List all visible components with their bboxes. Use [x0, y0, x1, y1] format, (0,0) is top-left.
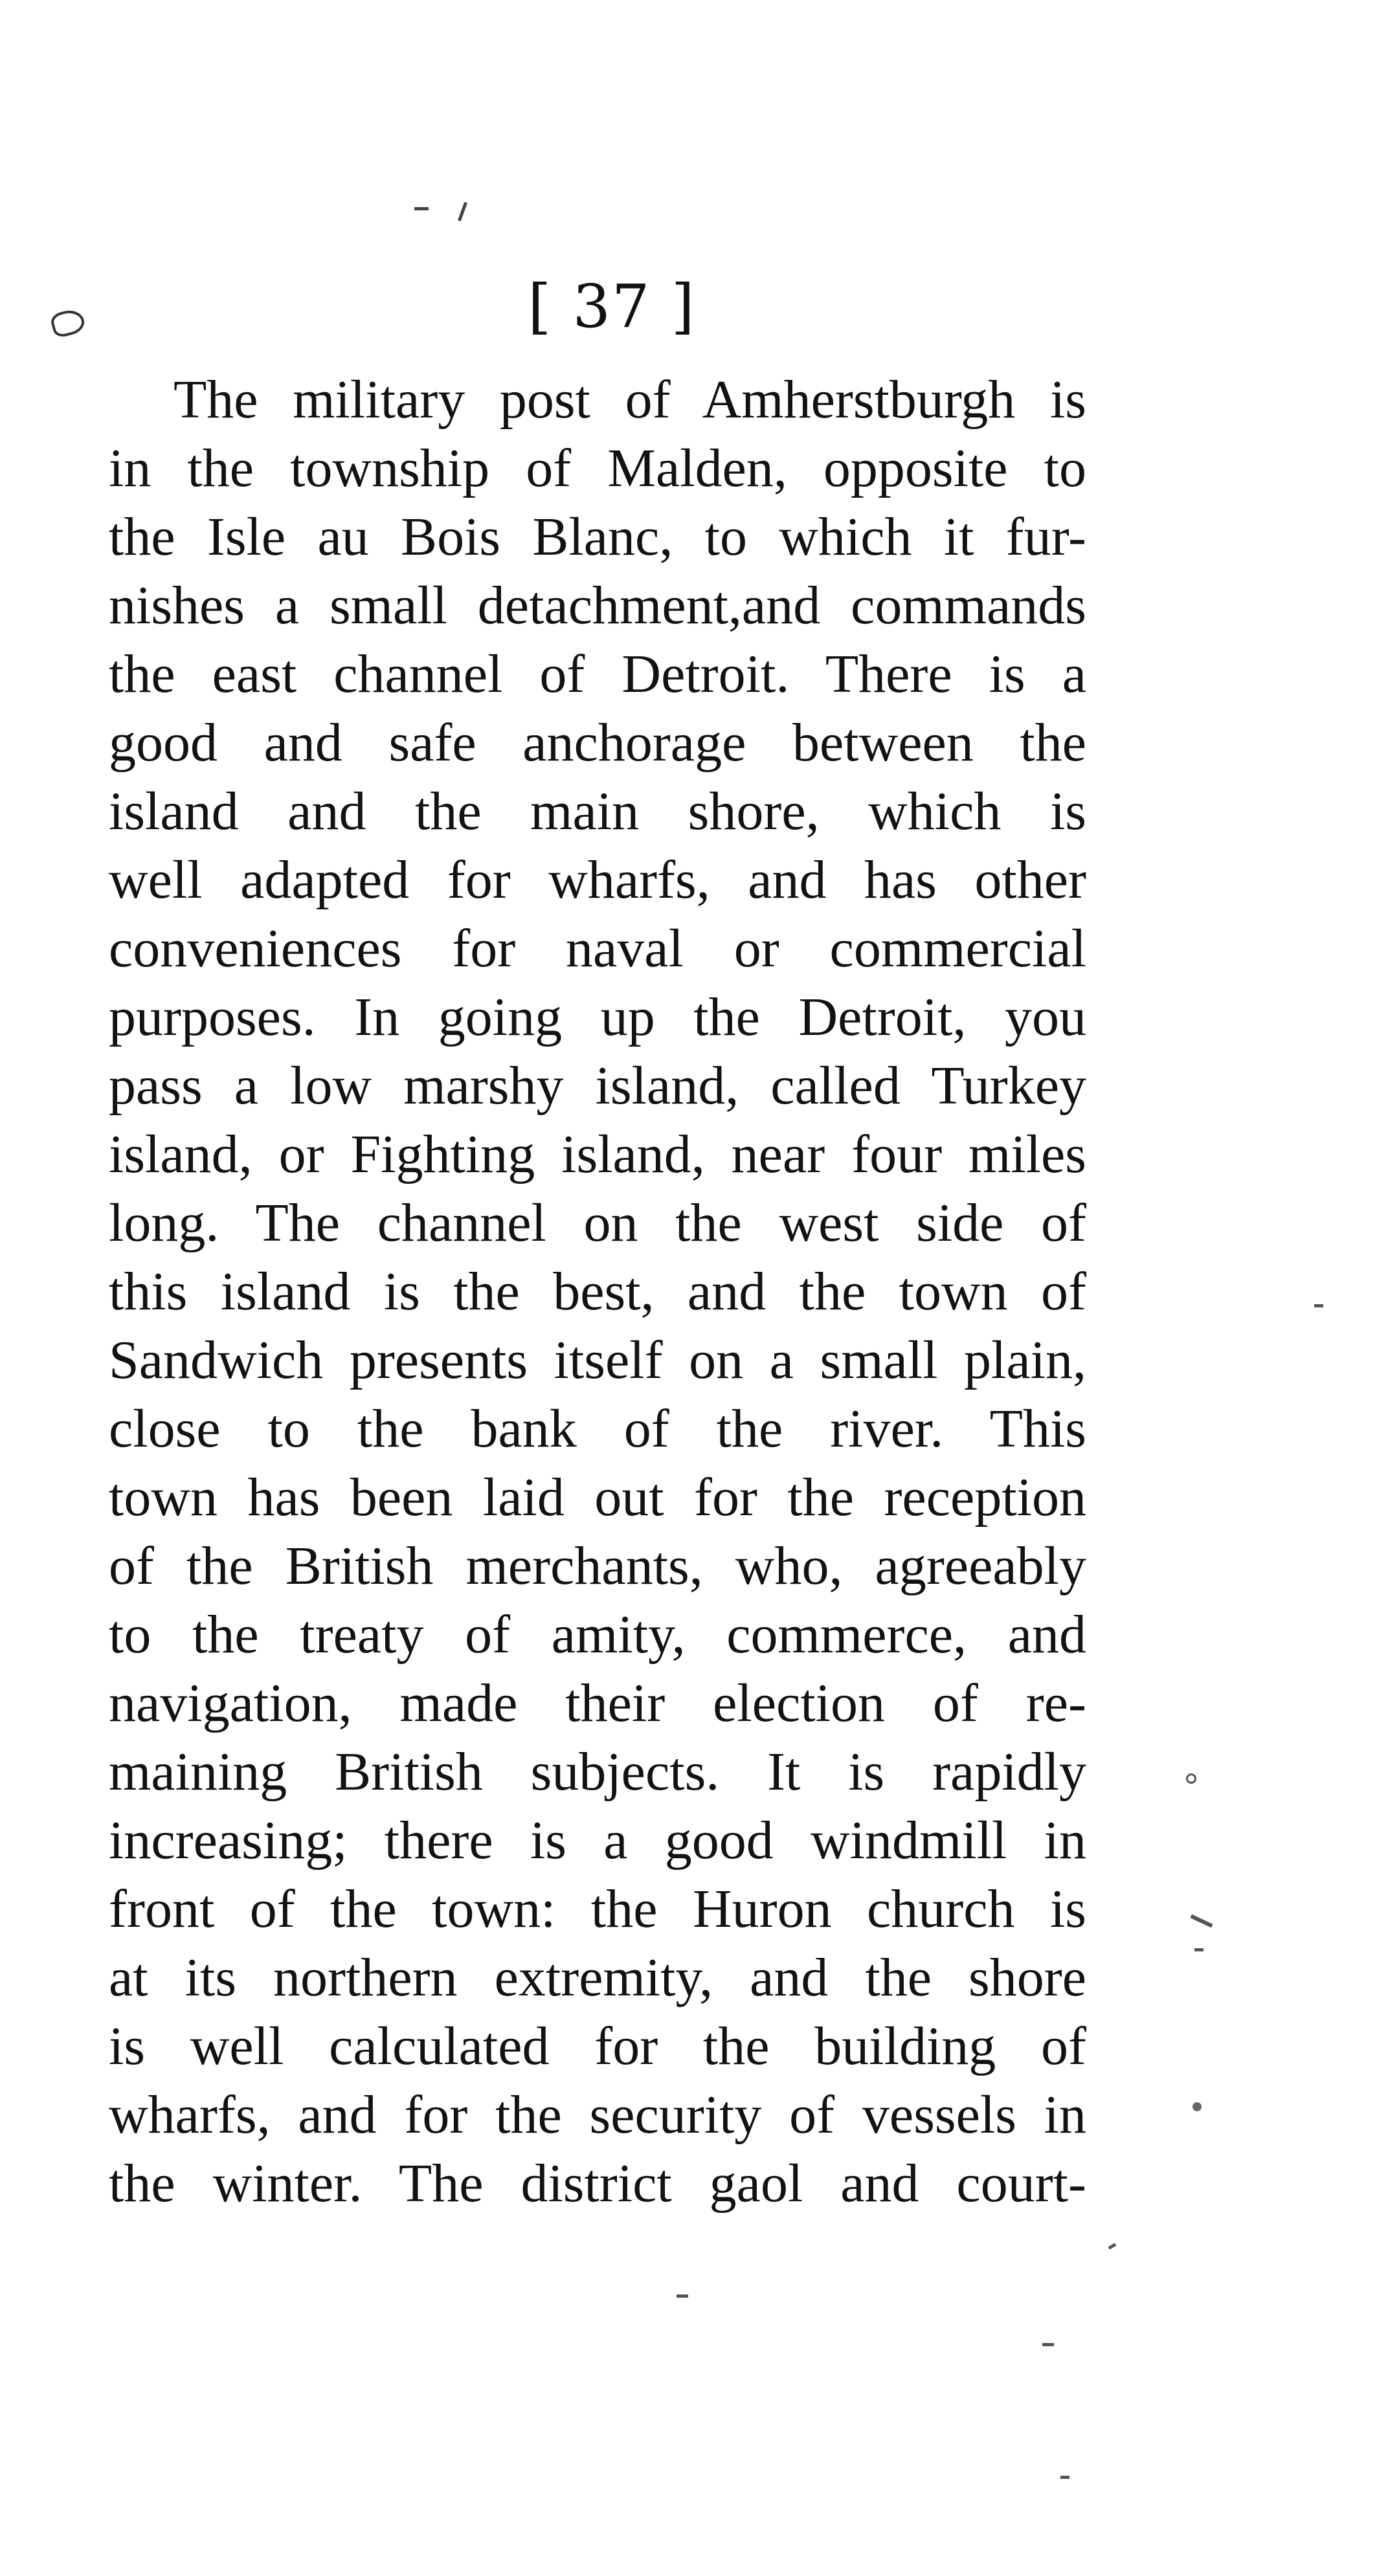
- scan-speck: [1194, 1948, 1203, 1951]
- scan-speck: [1186, 1773, 1196, 1784]
- text-line: long. The channel on the west side of: [109, 1193, 1086, 1253]
- text-line: close to the bank of the river. This: [109, 1399, 1086, 1459]
- text-line: island, or Fighting island, near four miles: [109, 1124, 1086, 1184]
- text-line: conveniences for naval or commercial: [109, 918, 1086, 979]
- text-line: town has been laid out for the reception: [109, 1467, 1086, 1527]
- page-number: [ 37 ]: [528, 272, 696, 341]
- scan-speck: [458, 202, 467, 221]
- text-line: front of the town: the Huron church is: [109, 1879, 1086, 1939]
- text-line: island and the main shore, which is: [109, 781, 1086, 841]
- body-text: [109, 366, 1086, 2218]
- text-line: to the treaty of amity, commerce, and: [109, 1604, 1086, 1665]
- scan-speck: [1192, 2102, 1202, 2111]
- text-line: The military post of Amherstburgh is: [174, 370, 1086, 430]
- text-line: wharfs, and for the security of vessels in: [109, 2085, 1086, 2145]
- text-line: nishes a small detachment,and commands: [109, 575, 1086, 636]
- text-line: at its northern extremity, and the shore: [109, 1948, 1086, 2008]
- scan-speck: [1108, 2243, 1117, 2249]
- scan-speck: [414, 207, 429, 210]
- text-line: purposes. In going up the Detroit, you: [109, 987, 1086, 1047]
- scan-speck: [1042, 2343, 1054, 2346]
- text-line: of the British merchants, who, agreeably: [109, 1536, 1086, 1596]
- scan-speck: [1060, 2476, 1069, 2479]
- scan-speck: [1190, 1915, 1213, 1928]
- text-line: Sandwich presents itself on a small plain,: [109, 1330, 1086, 1390]
- text-line: navigation, made their election of re-: [109, 1673, 1086, 1733]
- scan-speck: [1314, 1304, 1323, 1307]
- scan-speck: [677, 2294, 688, 2298]
- text-line: well adapted for wharfs, and has other: [109, 850, 1086, 910]
- text-line: the Isle au Bois Blanc, to which it fur-: [109, 507, 1086, 567]
- text-line: increasing; there is a good windmill in: [109, 1810, 1086, 1871]
- text-line: the winter. The district gaol and court-: [109, 2153, 1086, 2214]
- text-line: is well calculated for the building of: [109, 2016, 1086, 2076]
- text-line: in the township of Malden, opposite to: [109, 438, 1086, 498]
- text-line: good and safe anchorage between the: [109, 713, 1086, 773]
- text-line: maining British subjects. It is rapidly: [109, 1742, 1086, 1802]
- text-line: this island is the best, and the town of: [109, 1261, 1086, 1322]
- text-line: pass a low marshy island, called Turkey: [109, 1056, 1086, 1116]
- text-line: the east channel of Detroit. There is a: [109, 644, 1086, 704]
